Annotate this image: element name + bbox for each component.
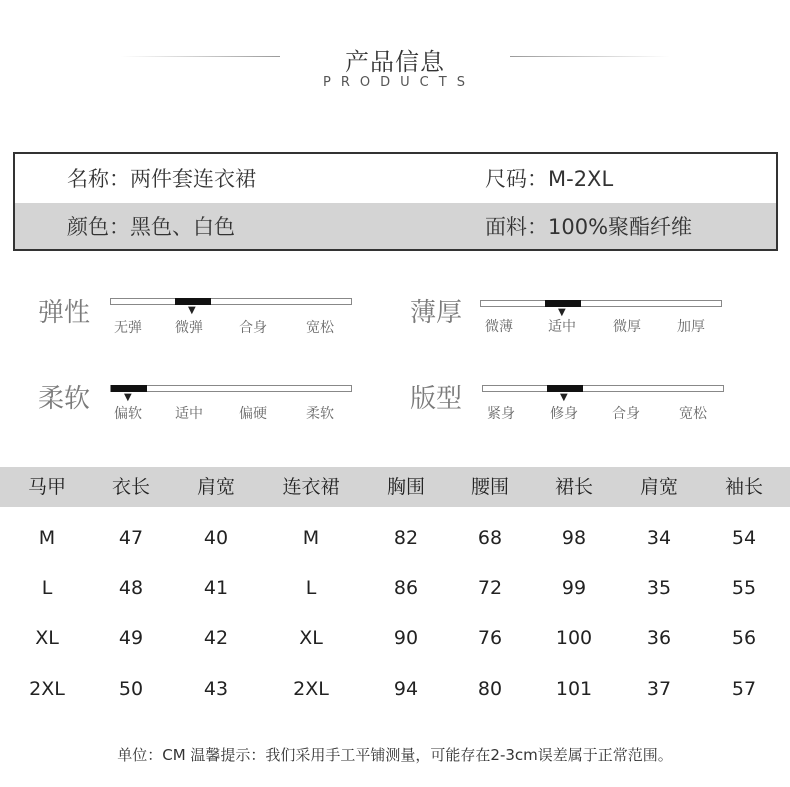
thickness-option: 加厚 [677, 319, 705, 335]
table-header-cell: 裙长 [554, 476, 593, 498]
fit-pointer-icon: ▼ [560, 392, 568, 403]
elasticity-pointer-icon: ▼ [188, 305, 196, 316]
softness-pointer-icon: ▼ [124, 392, 132, 403]
table-header-cell: 衣长 [111, 476, 150, 498]
table-cell: M [38, 527, 56, 549]
table-cell: 98 [561, 527, 587, 549]
softness-bar [110, 385, 352, 392]
product-name: 名称：两件套连衣裙 [67, 166, 256, 191]
thickness-option: 适中 [548, 319, 576, 335]
table-cell: 48 [118, 577, 144, 599]
fit-option: 修身 [550, 406, 578, 422]
fit-option: 宽松 [679, 406, 707, 422]
softness-option: 偏软 [114, 406, 142, 422]
table-header-cell: 肩宽 [196, 476, 235, 498]
fit-indicator [547, 385, 583, 392]
table-cell: 43 [203, 678, 229, 700]
elasticity-indicator [175, 298, 211, 305]
table-cell: 37 [646, 678, 672, 700]
table-header-cell: 腰围 [470, 476, 509, 498]
softness-label: 柔软 [38, 384, 91, 414]
fit-label: 版型 [410, 384, 463, 414]
table-cell: 94 [393, 678, 419, 700]
product-size-range: 尺码：M-2XL [485, 166, 614, 191]
table-cell: 99 [561, 577, 587, 599]
thickness-pointer-icon: ▼ [558, 307, 566, 318]
table-cell: XL [35, 627, 59, 649]
product-fabric: 面料：100%聚酯纤维 [485, 215, 693, 239]
table-cell: 55 [731, 577, 757, 599]
fit-option: 紧身 [487, 406, 515, 422]
table-header-cell: 马甲 [27, 476, 66, 498]
softness-option: 偏硬 [239, 406, 267, 422]
table-cell: 68 [477, 527, 503, 549]
table-cell: L [305, 577, 317, 599]
table-cell: 47 [118, 527, 144, 549]
table-cell: 82 [393, 527, 419, 549]
fit-bar [482, 385, 724, 392]
thickness-indicator [545, 300, 581, 307]
table-cell: 36 [646, 627, 672, 649]
table-header-cell: 胸围 [386, 476, 425, 498]
table-cell: 101 [555, 678, 593, 700]
table-cell: 40 [203, 527, 229, 549]
softness-option: 柔软 [306, 406, 334, 422]
table-cell: 56 [731, 627, 757, 649]
page-title: 产品信息 [345, 48, 445, 76]
table-cell: 2XL [293, 678, 329, 700]
thickness-option: 微厚 [613, 319, 641, 335]
elasticity-option: 宽松 [306, 320, 334, 336]
table-header-cell: 肩宽 [639, 476, 678, 498]
table-cell: 72 [477, 577, 503, 599]
page-subtitle: PRODUCTS [323, 75, 475, 90]
info-row-1 [15, 154, 776, 201]
softness-indicator [111, 385, 147, 392]
table-cell: L [41, 577, 53, 599]
table-cell: 86 [393, 577, 419, 599]
elasticity-option: 合身 [239, 320, 267, 336]
table-cell: XL [299, 627, 323, 649]
table-cell: 50 [118, 678, 144, 700]
table-cell: 49 [118, 627, 144, 649]
fit-option: 合身 [612, 406, 640, 422]
table-cell: 2XL [29, 678, 65, 700]
table-header-cell: 连衣裙 [282, 476, 340, 498]
table-cell: 100 [555, 627, 593, 649]
table-cell: 80 [477, 678, 503, 700]
table-cell: 90 [393, 627, 419, 649]
softness-option: 适中 [175, 406, 203, 422]
thickness-bar [480, 300, 722, 307]
product-info-box [13, 152, 778, 251]
thickness-option: 微薄 [485, 319, 513, 335]
thickness-label: 薄厚 [410, 298, 463, 328]
elasticity-option: 无弹 [114, 320, 142, 336]
table-cell: 57 [731, 678, 757, 700]
table-cell: 34 [646, 527, 672, 549]
measurement-note: 单位：CM 温馨提示：我们采用手工平铺测量，可能存在2-3cm误差属于正常范围。 [117, 746, 673, 764]
product-color: 颜色：黑色、白色 [67, 215, 235, 239]
info-row-2 [15, 203, 776, 249]
table-cell: 35 [646, 577, 672, 599]
elasticity-option: 微弹 [175, 320, 203, 336]
table-cell: 54 [731, 527, 757, 549]
elasticity-bar [110, 298, 352, 305]
table-cell: 41 [203, 577, 229, 599]
elasticity-label: 弹性 [38, 298, 91, 328]
size-table-header [0, 467, 790, 507]
table-header-cell: 袖长 [724, 476, 763, 498]
table-cell: M [302, 527, 320, 549]
table-cell: 76 [477, 627, 503, 649]
table-cell: 42 [203, 627, 229, 649]
